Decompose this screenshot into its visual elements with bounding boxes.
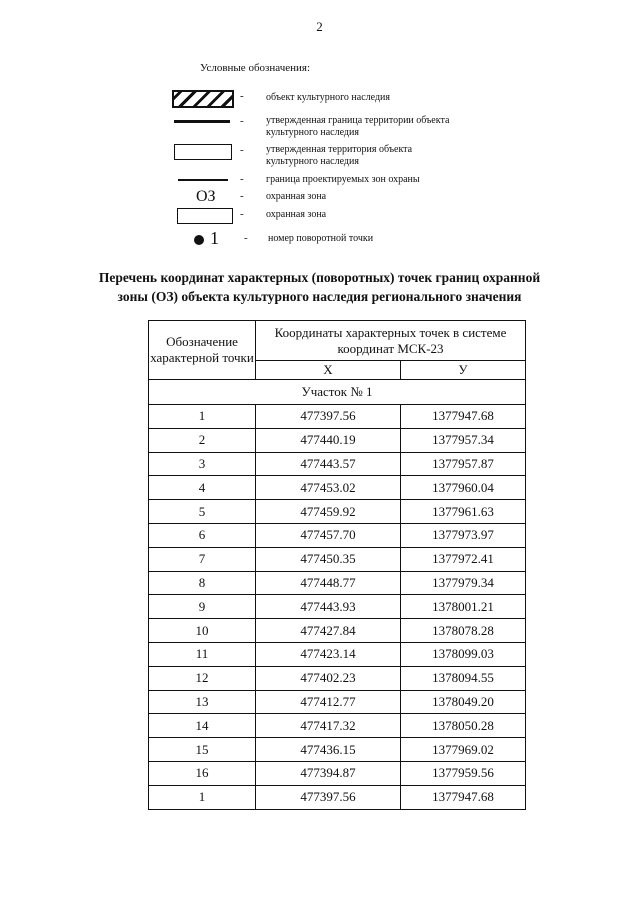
section-label: Участок № 1 bbox=[149, 380, 526, 405]
y-cell: 1378099.03 bbox=[401, 642, 526, 666]
table-row bbox=[149, 738, 526, 762]
hatched-rect-icon bbox=[172, 90, 234, 108]
thin-line-icon bbox=[178, 179, 228, 181]
x-cell: 477436.15 bbox=[256, 738, 401, 762]
table-row bbox=[149, 547, 526, 571]
table-row bbox=[149, 666, 526, 690]
point-number-cell: 8 bbox=[149, 571, 256, 595]
x-cell: 477412.77 bbox=[256, 690, 401, 714]
rect-outline-icon bbox=[174, 144, 232, 160]
point-number-cell: 4 bbox=[149, 476, 256, 500]
y-cell: 1377959.56 bbox=[401, 761, 526, 785]
y-cell: 1378094.55 bbox=[401, 666, 526, 690]
legend-dash: - bbox=[240, 144, 244, 156]
legend-text: охранная зона bbox=[266, 209, 327, 220]
table-row bbox=[149, 690, 526, 714]
legend-text: утвержденная территория объекта культурного наследия bbox=[266, 144, 413, 167]
header-x: X bbox=[256, 361, 401, 380]
legend-text: охранная зона bbox=[266, 191, 327, 202]
legend-dash: - bbox=[244, 232, 248, 244]
table-row bbox=[149, 714, 526, 738]
heading-line-1: Перечень координат характерных (поворотных) точек границ охранной bbox=[98, 270, 541, 285]
turn-point-number: 1 bbox=[210, 228, 219, 248]
header-y: У bbox=[401, 361, 526, 380]
table-row bbox=[149, 476, 526, 500]
oz-label-icon: ОЗ bbox=[196, 188, 216, 205]
legend-dash: - bbox=[240, 90, 244, 102]
legend-item-approved-boundary bbox=[0, 115, 639, 138]
x-cell: 477397.56 bbox=[256, 405, 401, 429]
y-cell: 1377973.97 bbox=[401, 523, 526, 547]
point-number-cell: 10 bbox=[149, 619, 256, 643]
table-row bbox=[149, 523, 526, 547]
document-heading bbox=[0, 268, 639, 306]
legend-dash: - bbox=[240, 190, 244, 202]
point-number-cell: 11 bbox=[149, 642, 256, 666]
legend-text: номер поворотной точки bbox=[268, 233, 374, 244]
y-cell: 1378001.21 bbox=[401, 595, 526, 619]
x-cell: 477450.35 bbox=[256, 547, 401, 571]
table-row bbox=[149, 405, 526, 429]
x-cell: 477448.77 bbox=[256, 571, 401, 595]
legend-item-approved-territory bbox=[0, 144, 639, 167]
x-cell: 477453.02 bbox=[256, 476, 401, 500]
x-cell: 477459.92 bbox=[256, 500, 401, 524]
table-row bbox=[149, 452, 526, 476]
table-body bbox=[149, 405, 526, 810]
y-cell: 1377979.34 bbox=[401, 571, 526, 595]
y-cell: 1378050.28 bbox=[401, 714, 526, 738]
point-number-cell: 14 bbox=[149, 714, 256, 738]
y-cell: 1377972.41 bbox=[401, 547, 526, 571]
y-cell: 1377957.87 bbox=[401, 452, 526, 476]
x-cell: 477427.84 bbox=[256, 619, 401, 643]
y-cell: 1378049.20 bbox=[401, 690, 526, 714]
x-cell: 477443.93 bbox=[256, 595, 401, 619]
y-cell: 1378078.28 bbox=[401, 619, 526, 643]
point-number-cell: 3 bbox=[149, 452, 256, 476]
x-cell: 477397.56 bbox=[256, 785, 401, 809]
point-number-cell: 13 bbox=[149, 690, 256, 714]
legend-text: утвержденная граница территории объекта культурного наследия bbox=[266, 115, 450, 138]
table-row bbox=[149, 500, 526, 524]
page-number: 2 bbox=[316, 19, 323, 34]
legend-dash: - bbox=[240, 208, 244, 220]
legend-text: объект культурного наследия bbox=[266, 92, 390, 103]
table-row bbox=[149, 785, 526, 809]
y-cell: 1377947.68 bbox=[401, 405, 526, 429]
legend-item-protection-zone bbox=[0, 208, 639, 228]
legend-item-oz-label bbox=[0, 190, 639, 210]
x-cell: 477423.14 bbox=[256, 642, 401, 666]
point-number-cell: 16 bbox=[149, 761, 256, 785]
y-cell: 1377960.04 bbox=[401, 476, 526, 500]
legend-item-cultural-object bbox=[0, 90, 639, 110]
x-cell: 477440.19 bbox=[256, 428, 401, 452]
y-cell: 1377947.68 bbox=[401, 785, 526, 809]
coordinates-table bbox=[148, 320, 526, 810]
x-cell: 477457.70 bbox=[256, 523, 401, 547]
legend-item-turn-point bbox=[0, 228, 639, 252]
point-number-cell: 1 bbox=[149, 785, 256, 809]
x-cell: 477394.87 bbox=[256, 761, 401, 785]
point-number-cell: 1 bbox=[149, 405, 256, 429]
legend-text: граница проектируемых зон охраны bbox=[266, 174, 420, 185]
thick-line-icon bbox=[174, 120, 230, 123]
turn-point-icon bbox=[194, 235, 204, 245]
x-cell: 477417.32 bbox=[256, 714, 401, 738]
rect-outline-icon bbox=[177, 208, 233, 224]
x-cell: 477402.23 bbox=[256, 666, 401, 690]
y-cell: 1377957.34 bbox=[401, 428, 526, 452]
point-number-cell: 6 bbox=[149, 523, 256, 547]
table-row bbox=[149, 761, 526, 785]
table-row bbox=[149, 571, 526, 595]
legend-dash: - bbox=[240, 173, 244, 185]
point-number-cell: 12 bbox=[149, 666, 256, 690]
point-number-cell: 5 bbox=[149, 500, 256, 524]
table-row bbox=[149, 595, 526, 619]
legend-title: Условные обозначения: bbox=[200, 62, 311, 74]
y-cell: 1377969.02 bbox=[401, 738, 526, 762]
point-number-cell: 15 bbox=[149, 738, 256, 762]
heading-line-2: зоны (ОЗ) объекта культурного наследия регионального значения bbox=[117, 289, 522, 304]
table-row bbox=[149, 642, 526, 666]
table-row bbox=[149, 619, 526, 643]
point-number-cell: 7 bbox=[149, 547, 256, 571]
table-row bbox=[149, 428, 526, 452]
point-number-cell: 2 bbox=[149, 428, 256, 452]
x-cell: 477443.57 bbox=[256, 452, 401, 476]
header-coordinates: Координаты характерных точек в системе координат МСК-23 bbox=[256, 321, 526, 361]
point-number-cell: 9 bbox=[149, 595, 256, 619]
legend-dash: - bbox=[240, 115, 244, 127]
header-point-designation: Обозначение характерной точки bbox=[149, 321, 256, 380]
y-cell: 1377961.63 bbox=[401, 500, 526, 524]
